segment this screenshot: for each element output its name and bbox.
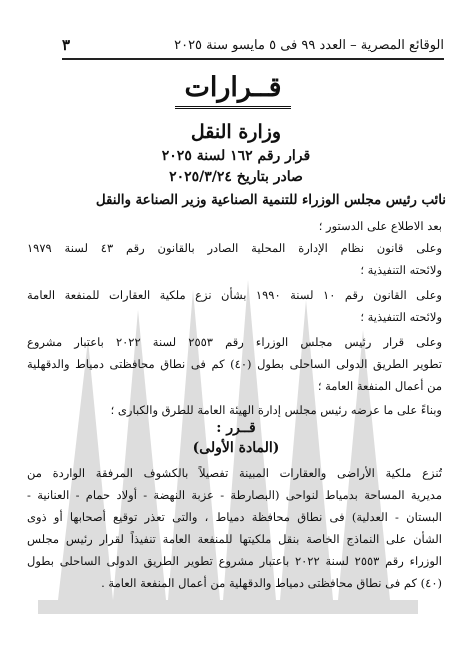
preamble-line: من أعمال المنفعة العامة ؛ <box>317 379 442 393</box>
page-number: ٣ <box>62 36 71 54</box>
decides-heading: قــرر : <box>216 420 256 436</box>
decree-date: صادر بتاريخ ٢٠٢٥/٣/٢٤ <box>169 169 303 185</box>
article-line: الوزراء رقم ٢٥٥٣ لسنة ٢٠٢٢ باعتبار مشروع تطوير الطريق الدولى الساحلى بطول <box>27 554 442 568</box>
section-title: قــرارات <box>175 70 291 109</box>
article-line: مديرية المساحة بدمياط لنواحى (البصارطة - عزبة النهضة - أولاد حمام - العنانية - <box>27 488 442 502</box>
article-line: (٤٠) كم فى نطاق محافظتى دمياط والدقهلية من أعمال المنفعة العامة . <box>101 576 442 590</box>
article-title: (المادة الأولى) <box>192 440 280 456</box>
article-line: تُنزع ملكية الأراضى والعقارات المبينة تفصيلاً بالكشوف المرفقة الواردة من <box>27 466 442 480</box>
preamble-line: ولائحته التنفيذية ؛ <box>360 263 442 277</box>
preamble-line: ولائحته التنفيذية ؛ <box>360 310 442 324</box>
preamble-line: وعلى القانون رقم ١٠ لسنة ١٩٩٠ بشأن نزع ملكية العقارات للمنفعة العامة <box>27 288 442 302</box>
preamble-line: وعلى قرار رئيس مجلس الوزراء رقم ٢٥٥٣ لسنة ٢٠٢٢ باعتبار مشروع <box>27 335 442 349</box>
preamble-line: وعلى قانون نظام الإدارة المحلية الصادر بالقانون رقم ٤٣ لسنة ١٩٧٩ <box>27 241 442 255</box>
article-line: البستان - العدلية) فى نطاق محافظة دمياط ، والتى تعذر توقيع أصحابها أو ذوى <box>27 510 442 524</box>
page-header <box>62 34 444 60</box>
ministry-name: وزارة النقل <box>190 121 282 143</box>
article-line: الشأن على النماذج الخاصة بنقل ملكيتها للمنفعة العامة تنفيذاً لقرار رئيس مجلس <box>27 532 442 546</box>
preamble-line: بعد الاطلاع على الدستور ؛ <box>318 219 442 233</box>
preamble-line: وبناءً على ما عرضه رئيس مجلس إدارة الهيئة العامة للطرق والكبارى ؛ <box>110 403 442 417</box>
header-title: الوقائع المصرية – العدد ٩٩ فى ٥ مايسو سنة ٢٠٢٥ <box>174 37 444 53</box>
issuer-title: نائب رئيس مجلس الوزراء للتنمية الصناعية وزير الصناعة والنقل <box>95 193 446 208</box>
preamble-line: تطوير الطريق الدولى الساحلى بطول (٤٠) كم فى نطاق محافظتى دمياط والدقهلية <box>27 357 442 371</box>
decree-number: قرار رقم ١٦٢ لسنة ٢٠٢٥ <box>161 148 311 164</box>
